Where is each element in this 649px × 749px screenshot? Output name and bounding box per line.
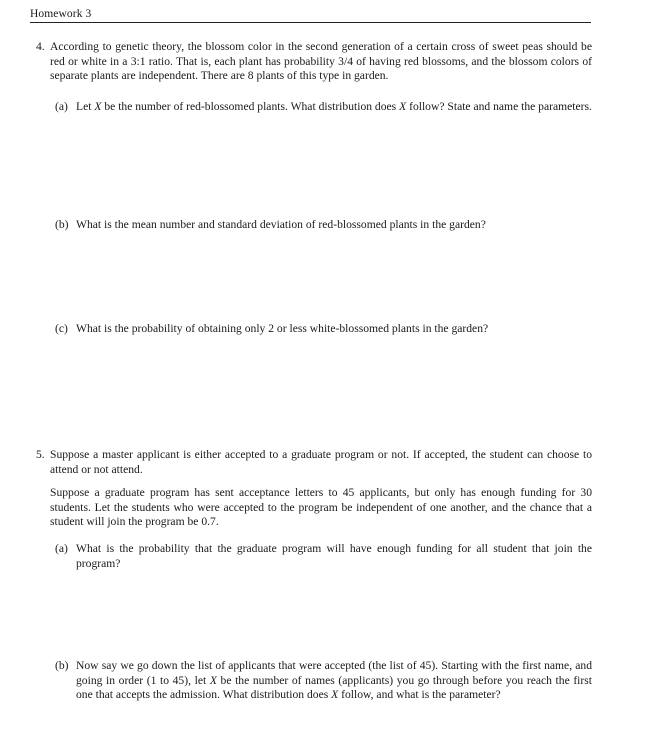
problem-4-number: 4. xyxy=(36,40,45,53)
problem-5-part-a xyxy=(55,542,592,571)
part-text: What is the mean number and standard deviation of red-blossomed plants in the garden? xyxy=(76,218,486,231)
part-text: What is the probability that the graduate program will have enough funding for all student that join the program? xyxy=(76,542,592,570)
problem-5-intro-2: Suppose a graduate program has sent acceptance letters to 45 applicants, but only has enough funding for 30 students. Let the students who were accepted to the program be independent of one another, and the chance that a student will join the program be 0.7. xyxy=(50,486,592,529)
problem-4 xyxy=(30,40,592,84)
problem-4-part-c xyxy=(55,322,592,337)
part-label: (a) xyxy=(55,100,68,113)
part-text: Let X be the number of red-blossomed plants. What distribution does X follow? State and name the parameters. xyxy=(76,100,592,113)
problem-5-intro: Suppose a master applicant is either accepted to a graduate program or not. If accepted, the student can choose to attend or not attend. xyxy=(50,448,592,476)
part-text: What is the probability of obtaining only 2 or less white-blossomed plants in the garden? xyxy=(76,322,489,335)
problem-5-number: 5. xyxy=(36,448,45,461)
part-text: Now say we go down the list of applicants that were accepted (the list of 45). Starting with the first name, and going in order (1 to 45), let X be the number of names (applicants) you go through before you reach the first one that accepts the admission. What distribution does X follow, and what is the parameter? xyxy=(76,659,593,702)
part-label: (b) xyxy=(55,218,69,231)
page-header xyxy=(30,6,591,23)
problem-4-part-a xyxy=(55,100,592,115)
part-label: (c) xyxy=(55,322,68,335)
part-label: (a) xyxy=(55,542,68,555)
problem-5-part-b xyxy=(55,659,592,703)
part-label: (b) xyxy=(55,659,69,672)
page-title: Homework 3 xyxy=(30,8,92,20)
problem-5 xyxy=(30,448,592,530)
problem-4-intro: According to genetic theory, the blossom color in the second generation of a certain cross of sweet peas should be red or white in a 3:1 ratio. That is, each plant has probability 3/4 of having red blossoms, and the blossom colors of separate plants are independent. There are 8 plants of this type in garden. xyxy=(50,40,592,83)
problem-4-part-b xyxy=(55,218,592,233)
